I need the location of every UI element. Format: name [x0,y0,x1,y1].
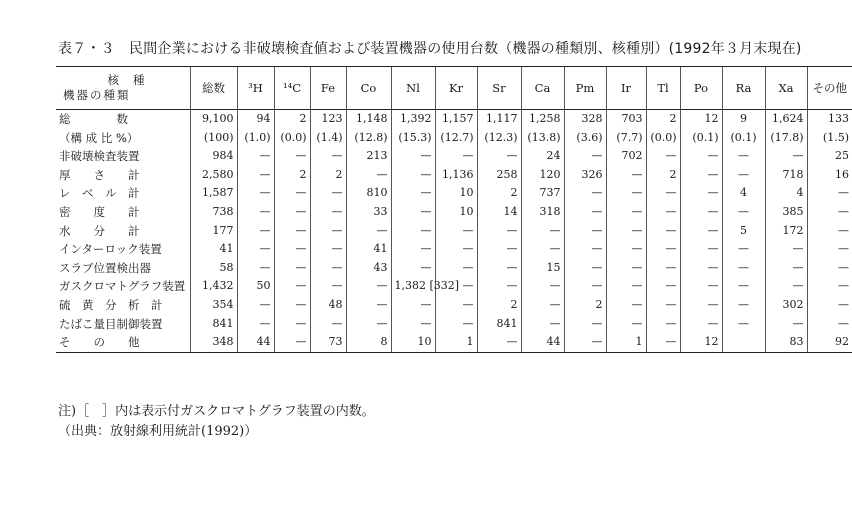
table-cell: — [564,333,606,352]
table-cell: — [435,240,477,259]
table-cell: 33 [346,203,391,222]
table-cell: 25 [807,147,852,166]
table-cell: 2 [477,296,521,315]
table-cell: — [477,147,521,166]
table-cell: 2 [477,184,521,203]
table-cell: — [477,333,521,352]
table-cell: — [274,296,310,315]
data-table [56,66,852,353]
table-cell: — [564,259,606,278]
table-cell: 1,117 [477,110,521,129]
table-cell: 1,148 [346,110,391,129]
corner-header [56,67,190,110]
table-cell: (0.1) [680,129,722,148]
table-cell: — [477,240,521,259]
table-cell: (15.3) [391,129,435,148]
table-cell: (0.0) [274,129,310,148]
footnote: 注)［ ］内は表示付ガスクロマトグラフ装置の内数。 [58,404,375,419]
table-cell: 24 [521,147,564,166]
table-cell: — [237,222,274,241]
table-cell: — [765,240,807,259]
table-cell: — [521,296,564,315]
source-note: （出典：放射線利用統計(1992)） [58,424,258,439]
table-cell: — [807,240,852,259]
table-cell: (12.8) [346,129,391,148]
table-cell: 2 [274,110,310,129]
column-header: Tl [646,67,680,110]
table-cell: 41 [346,240,391,259]
table-cell: 73 [310,333,346,352]
table-cell: 1,392 [391,110,435,129]
column-header: Po [680,67,722,110]
table-cell: — [680,296,722,315]
table-cell: 83 [765,333,807,352]
table-cell: — [391,184,435,203]
table-cell: — [435,315,477,334]
table-cell: — [346,222,391,241]
table-row [56,203,852,222]
column-header: 総数 [190,67,237,110]
table-cell: 302 [765,296,807,315]
row-label: たばこ量目制御装置 [59,316,163,331]
corner-nuclide-label: 核種 [107,73,159,87]
row-label: 硫 黄 分 析 計 [59,297,163,312]
table-cell: 385 [765,203,807,222]
table-cell: 841 [190,315,237,334]
row-label: 厚 さ 計 [59,167,140,182]
table-cell: — [564,203,606,222]
table-cell: — [564,315,606,334]
table-cell: (3.6) [564,129,606,148]
table-cell: 94 [237,110,274,129]
table-cell: — [646,222,680,241]
table-cell: — [274,222,310,241]
ra-cell [722,333,765,352]
table-cell: 1,258 [521,110,564,129]
table-cell: — [310,222,346,241]
table-cell: — [564,147,606,166]
table-cell: 43 [346,259,391,278]
row-label: 密 度 計 [59,204,140,219]
table-cell: 92 [807,333,852,352]
header-row [56,67,852,110]
table-cell: — [310,203,346,222]
table-cell: — [646,315,680,334]
table-cell: — [274,240,310,259]
table-cell: 213 [346,147,391,166]
table-cell: — [564,184,606,203]
table-cell: 2 [646,166,680,185]
table-title: 表７・３ 民間企業における非破壊検査値および装置機器の使用台数（機器の種類別、核種別）(1992年３月末現在) [58,41,802,57]
row-label: 水 分 計 [59,223,140,238]
table-cell: 50 [237,277,274,296]
corner-device-label: 機器の種類 [63,88,131,103]
table-cell: 984 [190,147,237,166]
table-cell: — [310,259,346,278]
table-cell: — [521,222,564,241]
ra-cell: — [722,277,765,296]
table-cell: — [680,240,722,259]
table-cell: — [477,277,521,296]
table-cell: — [274,315,310,334]
table-cell: 718 [765,166,807,185]
table-cell: — [765,315,807,334]
table-cell: 58 [190,259,237,278]
table-cell: — [391,222,435,241]
table-cell: — [680,315,722,334]
column-header: Pm [564,67,606,110]
table-cell: — [237,315,274,334]
table-cell: 12 [680,333,722,352]
column-header: Nl [391,67,435,110]
column-header: ¹⁴C [274,67,310,110]
table-cell: — [435,222,477,241]
table-cell: 12 [680,110,722,129]
table-cell: 48 [310,296,346,315]
table-row [56,166,852,185]
table-cell: — [310,240,346,259]
table-cell: 738 [190,203,237,222]
table-cell: 172 [765,222,807,241]
table-cell: — [680,222,722,241]
table-cell: (12.3) [477,129,521,148]
table-cell: 1 [435,333,477,352]
table-cell: — [346,166,391,185]
table-cell: 2,580 [190,166,237,185]
ra-value: 9 [740,112,747,125]
table-cell: (1.4) [310,129,346,148]
table-cell: — [274,147,310,166]
table-cell: — [237,184,274,203]
table-cell: 15 [521,259,564,278]
column-header: Ir [606,67,646,110]
table-cell: (100) [190,129,237,148]
table-row [56,240,852,259]
table-cell: — [606,259,646,278]
column-header: その他 [807,67,852,110]
table-cell: (7.7) [606,129,646,148]
row-label: 総 数 [59,112,128,126]
table-cell: — [646,147,680,166]
table-cell: (1.5) [807,129,852,148]
table-cell: 10 [391,333,435,352]
table-cell: — [564,277,606,296]
row-label: （構 成 比 %） [59,130,139,145]
table-cell: — [646,184,680,203]
row-label: インターロック装置 [59,242,162,257]
column-header: Kr [435,67,477,110]
table-cell: — [680,184,722,203]
table-cell: — [646,277,680,296]
table-cell: — [237,296,274,315]
table-row [56,277,852,296]
table-cell: — [237,166,274,185]
table-cell: — [606,184,646,203]
table-cell: — [564,222,606,241]
table-cell: — [680,147,722,166]
table-cell: 258 [477,166,521,185]
table-cell: — [477,222,521,241]
table-cell: — [391,296,435,315]
table-cell: — [391,240,435,259]
table-row [56,296,852,315]
table-cell: — [435,147,477,166]
table-cell: — [346,277,391,296]
table-cell: — [646,203,680,222]
table-cell: — [807,315,852,334]
table-cell: — [606,203,646,222]
table-cell: 14 [477,203,521,222]
table-cell: — [680,277,722,296]
table-cell: (12.7) [435,129,477,148]
table-cell: — [606,166,646,185]
column-header: Co [346,67,391,110]
table-cell: 123 [310,110,346,129]
table-cell: — [521,277,564,296]
table-cell: 133 [807,110,852,129]
table-cell: (17.8) [765,129,807,148]
ra-cell: 5 [722,222,765,241]
table-cell: 702 [606,147,646,166]
table-cell: — [346,315,391,334]
table-cell: 328 [564,110,606,129]
column-header: Xa [765,67,807,110]
table-cell: — [646,333,680,352]
table-cell: — [807,203,852,222]
column-header: Fe [310,67,346,110]
table-cell: — [435,296,477,315]
table-cell: — [606,277,646,296]
row-label: スラブ位置検出器 [59,260,151,275]
row-label: ガスクロマトグラフ装置 [59,279,186,294]
table-cell: — [765,259,807,278]
table-cell: 4 [765,184,807,203]
table-row [56,110,852,129]
table-cell: 354 [190,296,237,315]
table-cell: — [646,240,680,259]
table-cell: — [807,277,852,296]
table-cell: 16 [807,166,852,185]
column-header: Ca [521,67,564,110]
table-cell: — [237,259,274,278]
table-cell: (0.0) [646,129,680,148]
table-cell: — [807,259,852,278]
ra-cell: — [722,315,765,334]
table-cell: — [564,240,606,259]
table-row [56,184,852,203]
table-cell: 810 [346,184,391,203]
table-cell: — [391,166,435,185]
table-cell: 326 [564,166,606,185]
table-cell: 44 [237,333,274,352]
table-row [56,222,852,241]
table-row [56,333,852,352]
table-cell: (1.0) [237,129,274,148]
table-cell: 10 [435,203,477,222]
table-cell: — [391,203,435,222]
table-cell: — [606,315,646,334]
ra-cell: — [722,259,765,278]
ra-ratio: (0.1) [730,130,757,144]
table-cell: — [310,147,346,166]
table-cell: — [807,296,852,315]
table-cell: 177 [190,222,237,241]
column-header: Sr [477,67,521,110]
table-cell: — [765,147,807,166]
table-cell: 1 [606,333,646,352]
table-cell: 8 [346,333,391,352]
table-cell: — [807,184,852,203]
table-cell: 10 [435,184,477,203]
ra-cell: — [722,203,765,222]
table-cell: — [606,240,646,259]
ra-cell: — [722,166,765,185]
table-cell: — [274,333,310,352]
table-cell: — [521,315,564,334]
table-cell: 841 [477,315,521,334]
table-cell: 1,624 [765,110,807,129]
table-cell: 1,382 [332] [391,277,435,296]
table-cell: — [274,277,310,296]
table-cell: — [237,147,274,166]
table-cell: — [646,296,680,315]
row-label: レ ベ ル 計 [59,186,140,201]
table-cell: 703 [606,110,646,129]
table-cell: — [310,277,346,296]
table-cell: — [391,315,435,334]
table-cell: 2 [564,296,606,315]
table-cell: 41 [190,240,237,259]
table-cell: — [435,277,477,296]
ra-cell: — [722,240,765,259]
table-cell: 9,100 [190,110,237,129]
table-cell: — [391,259,435,278]
table-cell: 737 [521,184,564,203]
column-header: Ra [722,67,765,110]
ra-cell: — [722,147,765,166]
table-cell: — [346,296,391,315]
table-row [56,315,852,334]
table-cell: — [477,259,521,278]
row-label: そ の 他 [56,333,190,352]
table-cell: — [680,203,722,222]
row-label: 非破壊検査装置 [59,149,140,164]
table-cell: 120 [521,166,564,185]
table-cell: — [310,184,346,203]
table-row [56,147,852,166]
table-cell: — [237,203,274,222]
ra-cell: — [722,296,765,315]
table-cell: 1,136 [435,166,477,185]
table-cell: — [435,259,477,278]
table-cell: — [391,147,435,166]
table-cell: 2 [310,166,346,185]
table-cell: 348 [190,333,237,352]
table-cell: 2 [274,166,310,185]
table-cell: — [521,240,564,259]
table-cell: — [274,259,310,278]
table-cell: — [274,203,310,222]
table-cell: — [680,259,722,278]
table-cell: 1,587 [190,184,237,203]
table-cell: — [680,166,722,185]
ra-cell [722,110,765,148]
table-cell: — [274,184,310,203]
table-cell: 1,157 [435,110,477,129]
table-cell: — [606,296,646,315]
table-cell: (13.8) [521,129,564,148]
table-cell: — [765,277,807,296]
table-cell: — [807,222,852,241]
table-cell: — [646,259,680,278]
table-cell: — [310,315,346,334]
table-cell: — [606,222,646,241]
table-cell: 318 [521,203,564,222]
table-cell: 2 [646,110,680,129]
ra-cell: 4 [722,184,765,203]
column-header: ³H [237,67,274,110]
table-cell: 44 [521,333,564,352]
table-cell: 1,432 [190,277,237,296]
table-cell: — [237,240,274,259]
table-row [56,259,852,278]
